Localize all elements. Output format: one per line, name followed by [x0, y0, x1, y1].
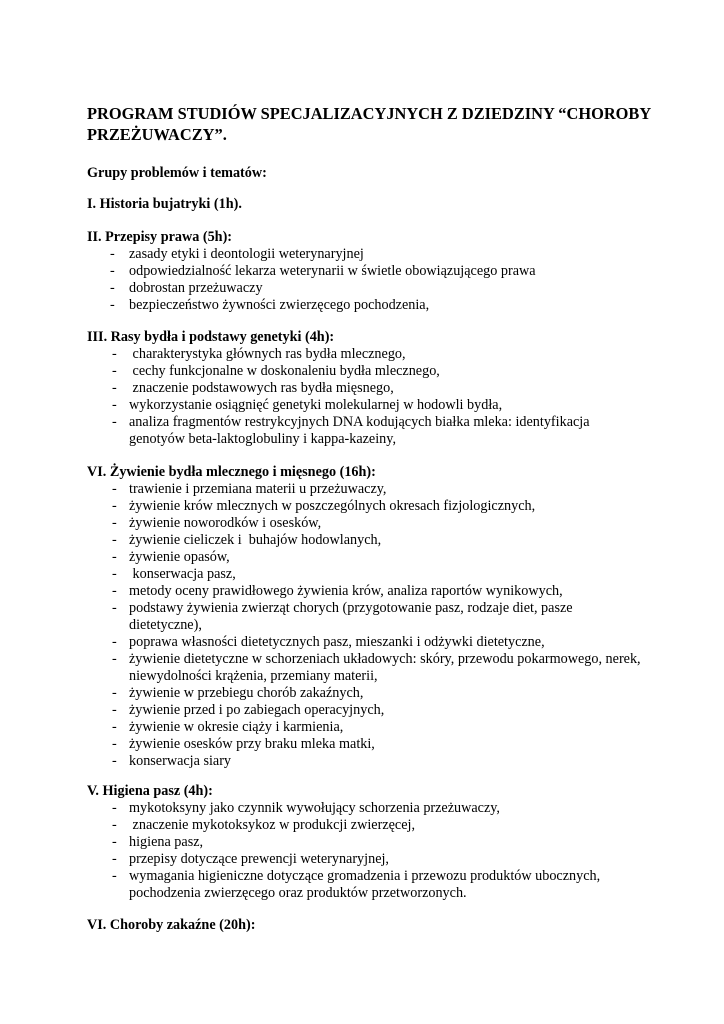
list-item-text: znaczenie podstawowych ras bydła mięsnego,	[129, 380, 394, 396]
list-item-text: żywienie krów mlecznych w poszczególnych okresach fizjologicznych,	[129, 498, 536, 514]
list-item	[87, 583, 647, 600]
list-item-text: odpowiedzialność lekarza weterynarii w świetle obowiązującego prawa	[129, 263, 536, 279]
bullet-dash: -	[112, 702, 117, 718]
section-heading: I. Historia bujatryki (1h).	[87, 196, 242, 212]
list-item-text: żywienie opasów,	[129, 549, 230, 565]
bullet-dash: -	[112, 515, 117, 531]
section	[87, 783, 647, 902]
bullet-dash: -	[112, 414, 117, 430]
bullet-dash: -	[112, 685, 117, 701]
list-item-text: żywienie osesków przy braku mleka matki,	[129, 736, 375, 752]
list-item-text: żywienie dietetyczne w schorzeniach układowych: skóry, przewodu pokarmowego, nerek, niewydolności krążenia, przemiany materii,	[129, 651, 645, 684]
list-item	[87, 651, 647, 685]
list-item	[87, 685, 647, 702]
list-item-text: mykotoksyny jako czynnik wywołujący schorzenia przeżuwaczy,	[129, 800, 500, 816]
section-heading: II. Przepisy prawa (5h):	[87, 229, 233, 245]
list-item-text: analiza fragmentów restrykcyjnych DNA kodujących białka mleka: identyfikacja genotyów beta-laktoglobuliny i kappa-kazeiny,	[129, 414, 594, 447]
bullet-dash: -	[112, 834, 117, 850]
list-item	[87, 498, 647, 515]
list-item-text: żywienie cieliczek i buhajów hodowlanych,	[129, 532, 382, 548]
list-item	[87, 800, 647, 817]
list-item	[87, 834, 647, 851]
list-item	[87, 280, 647, 297]
list-item-text: trawienie i przemiana materii u przeżuwaczy,	[129, 481, 387, 497]
section	[87, 196, 647, 213]
list-item-text: znaczenie mykotoksykoz w produkcji zwierzęcej,	[129, 817, 415, 833]
list-item	[87, 297, 647, 314]
list-item-text: bezpieczeństwo żywności zwierzęcego pochodzenia,	[129, 297, 430, 313]
section-heading: V. Higiena pasz (4h):	[87, 783, 213, 799]
section	[87, 917, 647, 934]
section-list	[87, 246, 647, 314]
list-item	[87, 566, 647, 583]
list-item	[87, 868, 647, 902]
bullet-dash: -	[112, 549, 117, 565]
list-item-text: przepisy dotyczące prewencji weterynaryjnej,	[129, 851, 389, 867]
bullet-dash: -	[112, 719, 117, 735]
list-item-text: zasady etyki i deontologii weterynaryjnej	[129, 246, 364, 262]
section-list	[87, 346, 647, 448]
list-item-text: konserwacja pasz,	[129, 566, 236, 582]
list-item-text: żywienie noworodków i osesków,	[129, 515, 322, 531]
list-item-text: cechy funkcjonalne w doskonaleniu bydła mlecznego,	[129, 363, 440, 379]
list-item	[87, 532, 647, 549]
list-item	[87, 515, 647, 532]
bullet-dash: -	[112, 868, 117, 884]
list-item-text: higiena pasz,	[129, 834, 204, 850]
bullet-dash: -	[112, 532, 117, 548]
bullet-dash: -	[112, 583, 117, 599]
list-item-text: metody oceny prawidłowego żywienia krów, analiza raportów wynikowych,	[129, 583, 563, 599]
bullet-dash: -	[110, 280, 115, 296]
bullet-dash: -	[110, 263, 115, 279]
list-item	[87, 549, 647, 566]
bullet-dash: -	[112, 651, 117, 667]
list-item-text: wykorzystanie osiągnięć genetyki molekularnej w hodowli bydła,	[129, 397, 503, 413]
list-item	[87, 719, 647, 736]
list-item-text: wymagania higieniczne dotyczące gromadzenia i przewozu produktów ubocznych, pochodzenia zwierzęcego oraz produktów przetworzonych.	[129, 868, 604, 901]
document-title: PROGRAM STUDIÓW SPECJALIZACYJNYCH Z DZIEDZINY “CHOROBY PRZEŻUWACZY”.	[87, 104, 651, 144]
bullet-dash: -	[112, 817, 117, 833]
list-item	[87, 702, 647, 719]
list-item-text: dobrostan przeżuwaczy	[129, 280, 263, 296]
document-subtitle: Grupy problemów i tematów:	[87, 165, 267, 181]
bullet-dash: -	[112, 600, 117, 616]
list-item	[87, 600, 647, 634]
list-item	[87, 481, 647, 498]
section-heading: III. Rasy bydła i podstawy genetyki (4h):	[87, 329, 335, 345]
bullet-dash: -	[112, 753, 117, 769]
bullet-dash: -	[112, 736, 117, 752]
section-list	[87, 481, 647, 770]
list-item	[87, 363, 647, 380]
bullet-dash: -	[112, 851, 117, 867]
list-item	[87, 263, 647, 280]
list-item	[87, 753, 647, 770]
list-item-text: żywienie w przebiegu chorób zakaźnych,	[129, 685, 364, 701]
section-heading: VI. Choroby zakaźne (20h):	[87, 917, 256, 933]
list-item-text: żywienie przed i po zabiegach operacyjnych,	[129, 702, 385, 718]
bullet-dash: -	[112, 397, 117, 413]
bullet-dash: -	[112, 634, 117, 650]
bullet-dash: -	[112, 380, 117, 396]
list-item	[87, 380, 647, 397]
section	[87, 229, 647, 314]
bullet-dash: -	[112, 800, 117, 816]
section-heading: VI. Żywienie bydła mlecznego i mięsnego (16h):	[87, 464, 376, 480]
section	[87, 329, 647, 448]
list-item-text: żywienie w okresie ciąży i karmienia,	[129, 719, 344, 735]
list-item-text: charakterystyka głównych ras bydła mlecznego,	[129, 346, 406, 362]
list-item-text: podstawy żywienia zwierząt chorych (przygotowanie pasz, rodzaje diet, pasze dietetyczne),	[129, 600, 577, 633]
list-item	[87, 346, 647, 363]
list-item	[87, 634, 647, 651]
bullet-dash: -	[112, 498, 117, 514]
bullet-dash: -	[110, 246, 115, 262]
bullet-dash: -	[112, 481, 117, 497]
list-item	[87, 246, 647, 263]
bullet-dash: -	[110, 297, 115, 313]
section-list	[87, 800, 647, 902]
list-item	[87, 817, 647, 834]
bullet-dash: -	[112, 363, 117, 379]
list-item-text: poprawa własności dietetycznych pasz, mieszanki i odżywki dietetyczne,	[129, 634, 545, 650]
bullet-dash: -	[112, 566, 117, 582]
list-item	[87, 851, 647, 868]
list-item	[87, 397, 647, 414]
list-item-text: konserwacja siary	[129, 753, 232, 769]
bullet-dash: -	[112, 346, 117, 362]
list-item	[87, 414, 647, 448]
list-item	[87, 736, 647, 753]
section	[87, 464, 647, 770]
